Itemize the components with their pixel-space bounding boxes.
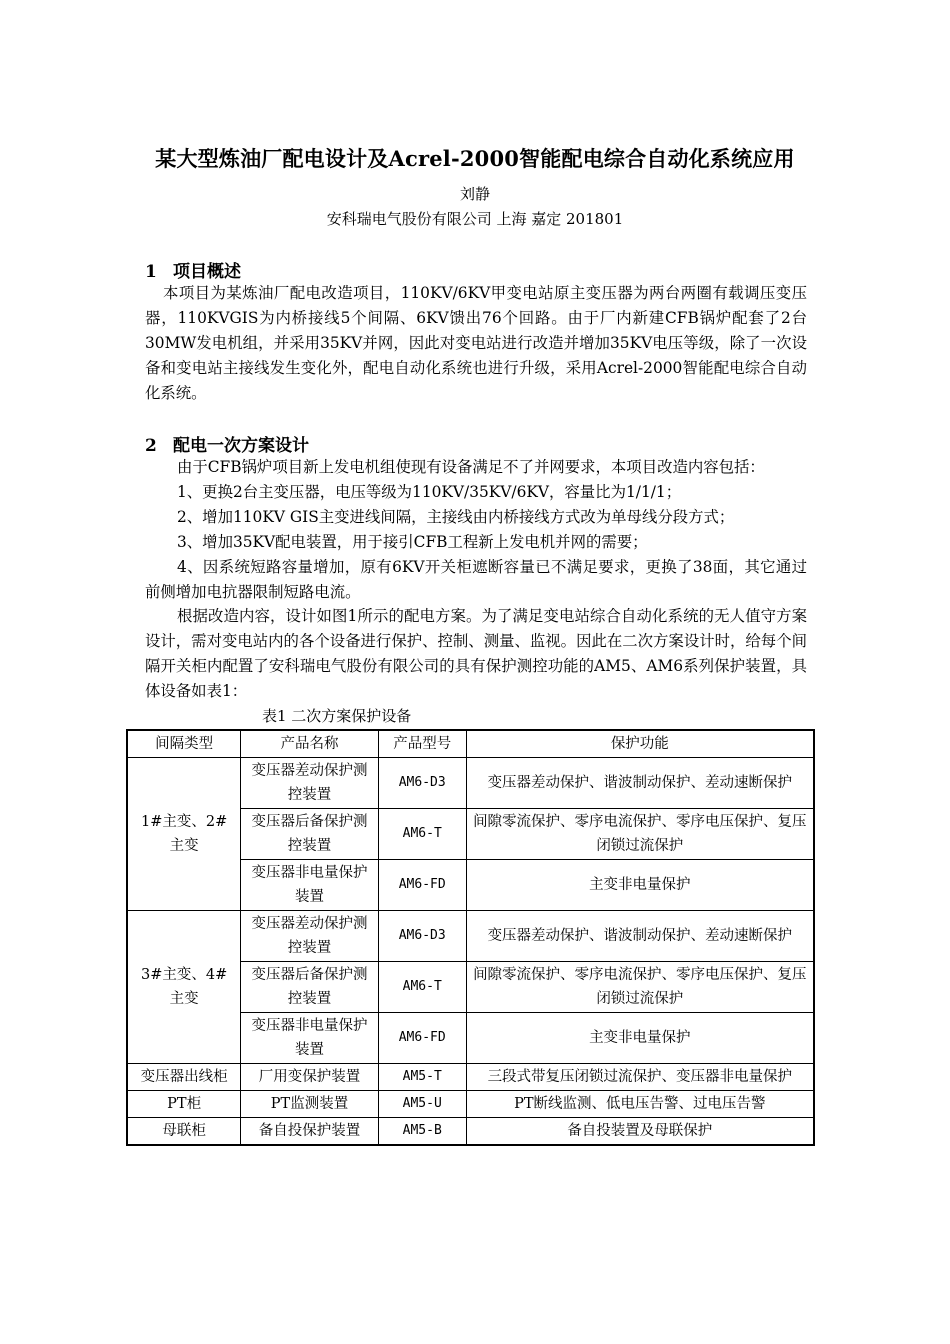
table-row: [127, 1118, 814, 1146]
product-name-cell: PT监测装置: [241, 1091, 379, 1118]
product-model-cell: AM6-T: [378, 809, 466, 860]
author-affiliation: 安科瑞电气股份有限公司 上海 嘉定 201801: [326, 210, 624, 228]
author-name: 刘静: [459, 185, 490, 203]
table-row: [127, 1091, 814, 1118]
product-name-cell: 变压器非电量保护装置: [241, 1013, 379, 1064]
product-model-cell: AM5-B: [378, 1118, 466, 1146]
protection-function-cell: 主变非电量保护: [466, 860, 814, 911]
protection-function-cell: 备自投装置及母联保护: [466, 1118, 814, 1146]
list-item: 2、增加110KV GIS主变进线间隔，主接线由内桥接线方式改为单母线分段方式；: [177, 508, 735, 526]
bay-type-cell: 母联柜: [127, 1118, 241, 1146]
product-name-cell: 变压器后备保护测控装置: [241, 962, 379, 1013]
protection-function-cell: 三段式带复压闭锁过流保护、变压器非电量保护: [466, 1064, 814, 1091]
product-model-cell: AM6-FD: [378, 1013, 466, 1064]
column-header: 产品型号: [378, 730, 466, 758]
paragraph: 由于CFB锅炉项目新上发电机组使现有设备满足不了并网要求，本项目改造内容包括：: [177, 458, 765, 476]
product-model-cell: AM5-U: [378, 1091, 466, 1118]
table-caption: 表1 二次方案保护设备: [262, 707, 412, 725]
product-name-cell: 厂用变保护装置: [241, 1064, 379, 1091]
section-title: 项目概述: [173, 262, 241, 282]
protection-function-cell: 变压器差动保护、谐波制动保护、差动速断保护: [466, 911, 814, 962]
paragraph: 本项目为某炼油厂配电改造项目，110KV/6KV甲变电站原主变压器为两台两圈有载调压变压器，110KVGIS为内桥接线5个间隔、6KV馈出76个回路。由于厂内新建CFB锅炉配套了2台30MW发电机组，并采用35KV并网，因此对变电站进行改造并增加35KV电压等级，除了一次设备和变电站主接线发生变化外，配电自动化系统也进行升级，采用Acrel-2000智能配电综合自动化系统。: [145, 284, 807, 402]
protection-equipment-table: [126, 729, 815, 1146]
table-row: [127, 758, 814, 809]
protection-function-cell: 变压器差动保护、谐波制动保护、差动速断保护: [466, 758, 814, 809]
product-name-cell: 变压器非电量保护装置: [241, 860, 379, 911]
list-item: 4、因系统短路容量增加，原有6KV开关柜遮断容量已不满足要求，更换了38面，其它通过前侧增加电抗器限制短路电流。: [145, 558, 807, 601]
product-model-cell: AM6-D3: [378, 911, 466, 962]
protection-function-cell: 主变非电量保护: [466, 1013, 814, 1064]
product-name-cell: 备自投保护装置: [241, 1118, 379, 1146]
column-header: 保护功能: [466, 730, 814, 758]
table-header-row: [127, 730, 814, 758]
bay-type-cell: 变压器出线柜: [127, 1064, 241, 1091]
product-name-cell: 变压器差动保护测控装置: [241, 911, 379, 962]
section-number: 2: [145, 436, 157, 456]
paragraph: 根据改造内容，设计如图1所示的配电方案。为了满足变电站综合自动化系统的无人值守方案设计，需对变电站内的各个设备进行保护、控制、测量、监视。因此在二次方案设计时，给每个间隔开关柜内配置了安科瑞电气股份有限公司的具有保护测控功能的AM5、AM6系列保护装置，具体设备如表1：: [145, 607, 807, 700]
list-item: 3、增加35KV配电装置，用于接引CFB工程新上发电机并网的需要；: [177, 533, 648, 551]
column-header: 产品名称: [241, 730, 379, 758]
product-name-cell: 变压器差动保护测控装置: [241, 758, 379, 809]
bay-type-cell: PT柜: [127, 1091, 241, 1118]
bay-type-cell: 3#主变、4#主变: [127, 911, 241, 1064]
protection-function-cell: 间隙零流保护、零序电流保护、零序电压保护、复压闭锁过流保护: [466, 962, 814, 1013]
table-row: [127, 911, 814, 962]
bay-type-cell: 1#主变、2#主变: [127, 758, 241, 911]
section-number: 1: [145, 262, 157, 282]
protection-function-cell: PT断线监测、低电压告警、过电压告警: [466, 1091, 814, 1118]
column-header: 间隔类型: [127, 730, 241, 758]
product-model-cell: AM6-FD: [378, 860, 466, 911]
product-model-cell: AM5-T: [378, 1064, 466, 1091]
list-item: 1、更换2台主变压器，电压等级为110KV/35KV/6KV，容量比为1/1/1；: [177, 483, 682, 501]
table-row: [127, 1064, 814, 1091]
section-heading: [145, 431, 309, 456]
paper-title: 某大型炼油厂配电设计及Acrel-2000智能配电综合自动化系统应用: [155, 146, 795, 171]
section-title: 配电一次方案设计: [173, 436, 309, 456]
product-model-cell: AM6-T: [378, 962, 466, 1013]
section-heading: [145, 257, 241, 282]
product-model-cell: AM6-D3: [378, 758, 466, 809]
protection-function-cell: 间隙零流保护、零序电流保护、零序电压保护、复压闭锁过流保护: [466, 809, 814, 860]
product-name-cell: 变压器后备保护测控装置: [241, 809, 379, 860]
